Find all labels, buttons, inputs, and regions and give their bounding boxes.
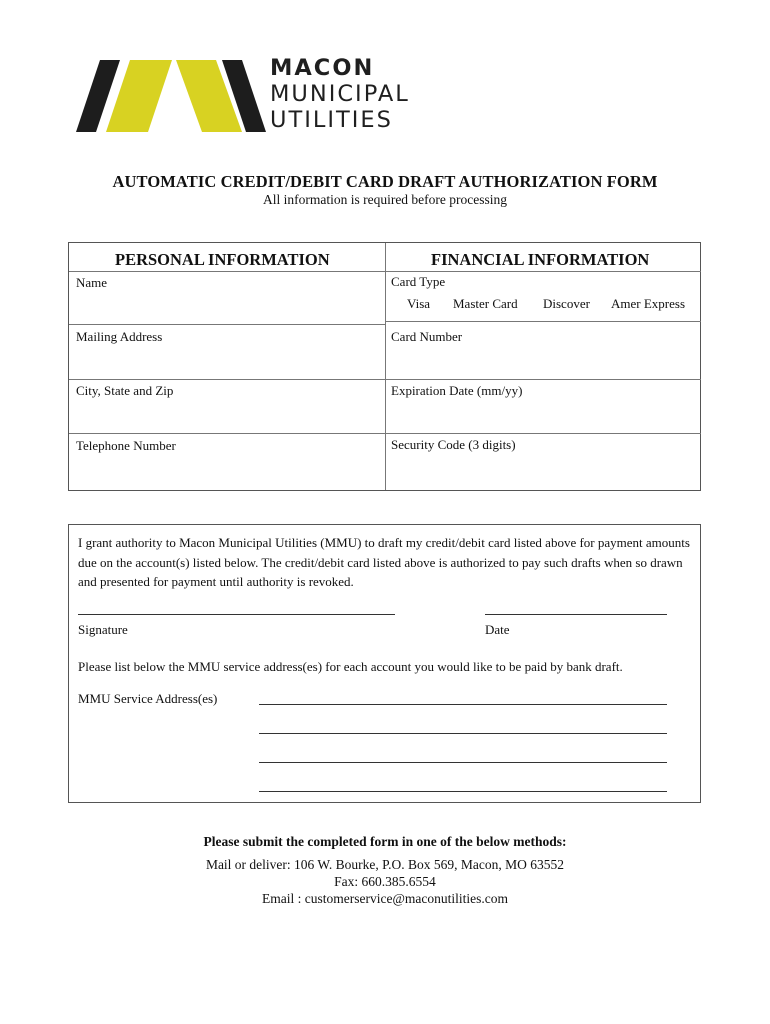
logo-line-1: MACON — [270, 55, 375, 81]
service-address-label: MMU Service Address(es) — [78, 691, 218, 706]
authorization-statement: I grant authority to Macon Municipal Utilities (MMU) to draft my credit/debit card listed above for payment amounts due on the account(s) listed below. The credit/debit card listed above is authorized to pay such drafts when so drawn and presented for payment until authority is revoked. — [78, 535, 690, 589]
card-type-visa[interactable]: Visa — [407, 296, 431, 311]
logo-line-3: UTILITIES — [270, 107, 393, 133]
telephone-number-field[interactable]: Telephone Number — [76, 438, 176, 453]
date-label: Date — [485, 622, 510, 637]
card-type-discover[interactable]: Discover — [543, 296, 590, 311]
row-divider — [69, 433, 701, 434]
city-state-zip-field[interactable]: City, State and Zip — [76, 383, 174, 398]
authorization-section — [68, 524, 701, 803]
service-address-instruction: Please list below the MMU service address(es) for each account you would like to be paid by bank draft. — [78, 659, 623, 674]
form-subtitle: All information is required before processing — [262, 192, 508, 207]
name-field[interactable]: Name — [76, 275, 108, 290]
email-address[interactable]: Email : customerservice@maconutilities.com — [262, 891, 508, 906]
date-line[interactable] — [485, 614, 667, 615]
information-table — [68, 242, 701, 491]
mailing-address-field[interactable]: Mailing Address — [76, 329, 163, 344]
service-address-line[interactable] — [259, 762, 667, 763]
row-divider — [69, 379, 701, 380]
service-address-line[interactable] — [259, 791, 667, 792]
row-divider — [385, 321, 701, 322]
header-divider — [69, 271, 701, 272]
row-divider — [69, 324, 385, 325]
card-type-master-card[interactable]: Master Card — [453, 296, 518, 311]
expiration-date-field[interactable]: Expiration Date (mm/yy) — [391, 383, 523, 398]
fax-number: Fax: 660.385.6554 — [334, 874, 436, 889]
card-number-field[interactable]: Card Number — [391, 329, 463, 344]
form-title: AUTOMATIC CREDIT/DEBIT CARD DRAFT AUTHORIZATION FORM — [112, 172, 658, 191]
submit-methods-heading: Please submit the completed form in one of the below methods: — [203, 834, 567, 849]
logo-line-2: MUNICIPAL — [270, 81, 410, 107]
logo-wordmark — [270, 57, 410, 135]
signature-label: Signature — [78, 622, 128, 637]
signature-line[interactable] — [78, 614, 395, 615]
card-type-amer-express[interactable]: Amer Express — [611, 296, 686, 311]
financial-information-heading: FINANCIAL INFORMATION — [431, 250, 650, 269]
service-address-line[interactable] — [259, 704, 667, 705]
mail-address: Mail or deliver: 106 W. Bourke, P.O. Box 569, Macon, MO 63552 — [205, 857, 565, 872]
security-code-field[interactable]: Security Code (3 digits) — [391, 437, 516, 452]
column-divider — [385, 243, 386, 490]
service-address-line[interactable] — [259, 733, 667, 734]
personal-information-heading: PERSONAL INFORMATION — [115, 250, 330, 269]
card-type-label: Card Type — [391, 274, 446, 289]
